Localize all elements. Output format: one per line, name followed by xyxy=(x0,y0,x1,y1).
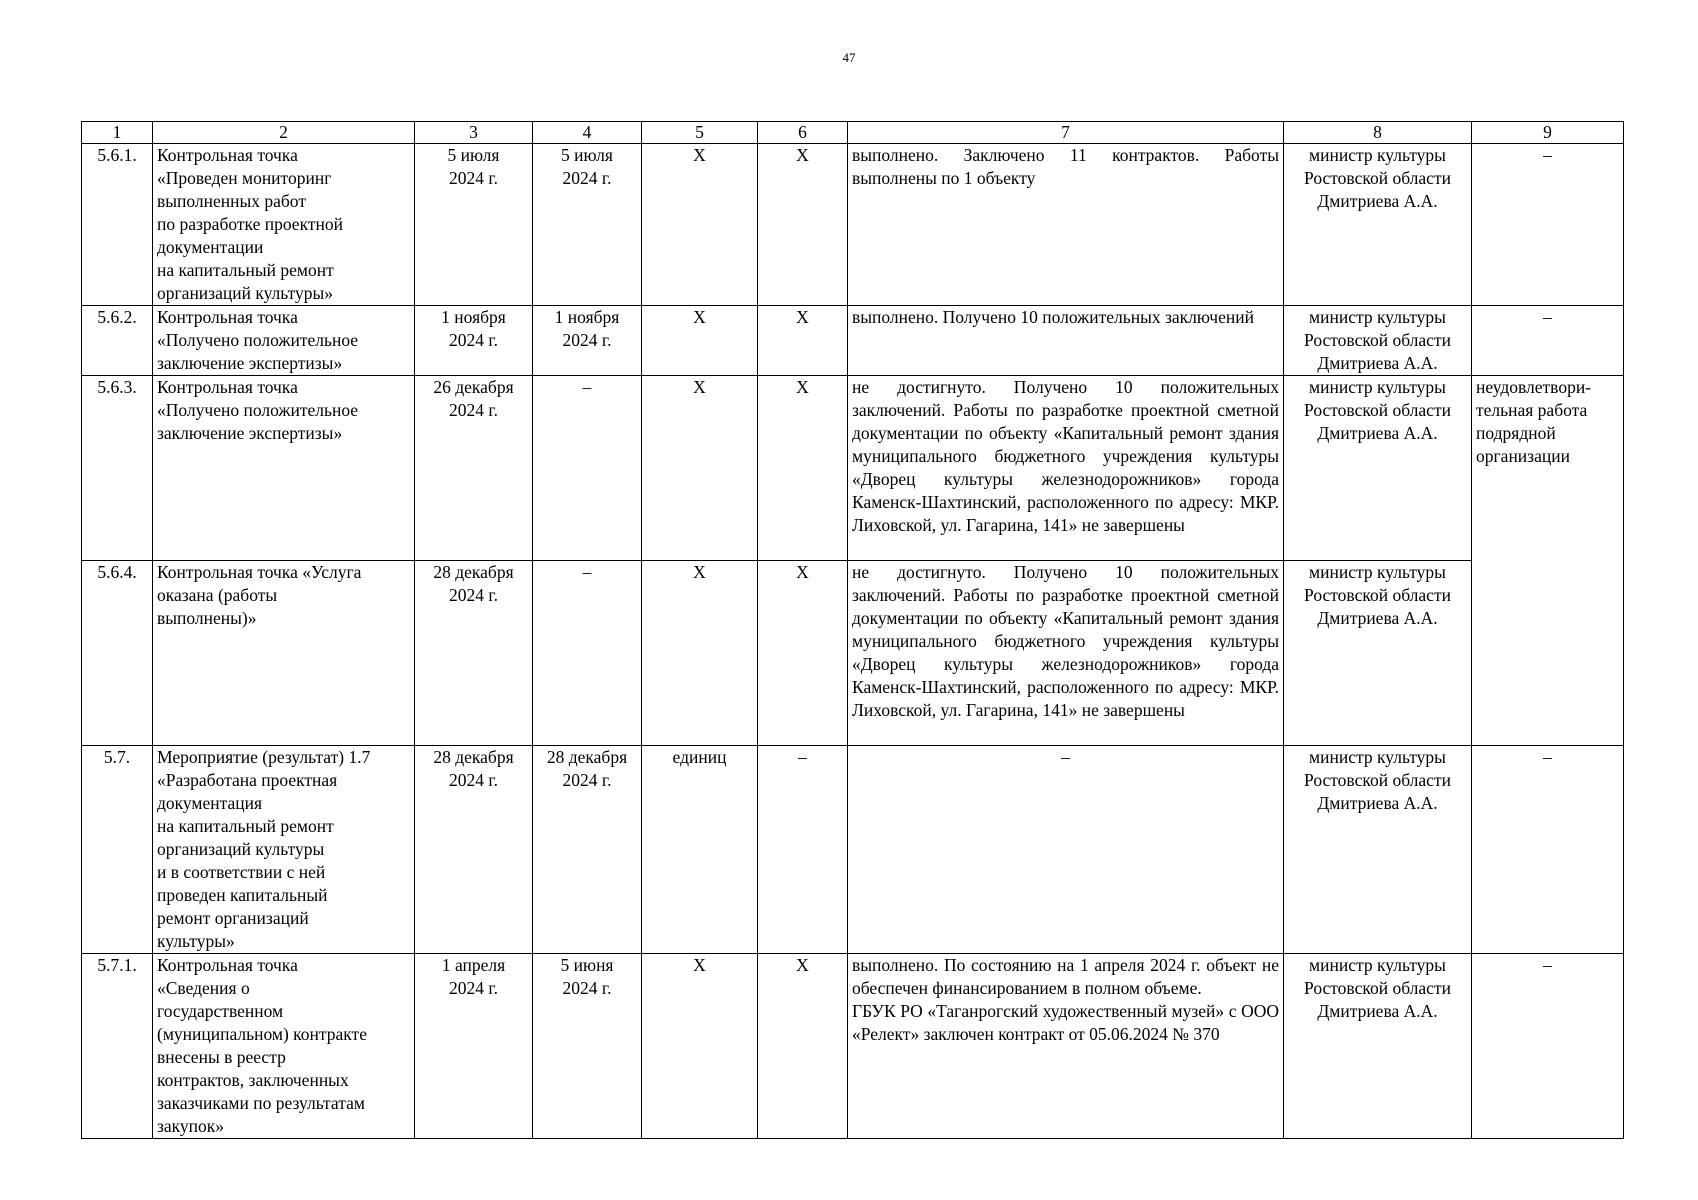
responsible-person: министр культуры Ростовской области Дмитриева А.А. xyxy=(1284,376,1472,561)
responsible-person: министр культуры Ростовской области Дмитриева А.А. xyxy=(1284,144,1472,306)
row-title: Контрольная точка «Сведения о государственном (муниципальном) контракте внесены в реестр контрактов, заключенных заказчиками по результатам закупок» xyxy=(153,954,415,1139)
table-row xyxy=(82,376,1624,561)
responsible-person: министр культуры Ростовской области Дмитриева А.А. xyxy=(1284,306,1472,376)
header-cell: 1 xyxy=(82,122,153,144)
reason-cell: – xyxy=(1472,144,1624,306)
unit-cell: X xyxy=(642,954,758,1139)
table-row xyxy=(82,144,1624,306)
reason-cell: – xyxy=(1472,306,1624,376)
status-text: не достигнуто. Получено 10 положительных заключений. Работы по разработке проектной сметной документации по объекту «Капитальный ремонт здания муниципального бюджетного учреждения культуры «Дворец культуры железнодорожников» города Каменск-Шахтинский, расположенного по адресу: МКР. Лиховской, ул. Гагарина, 141» не завершены xyxy=(848,376,1284,561)
plan-date: 28 декабря 2024 г. xyxy=(415,561,533,746)
row-title: Контрольная точка «Получено положительное заключение экспертизы» xyxy=(153,376,415,561)
fact-date: 5 июня 2024 г. xyxy=(533,954,642,1139)
row-title: Контрольная точка «Получено положительное заключение экспертизы» xyxy=(153,306,415,376)
table-row xyxy=(82,954,1624,1139)
header-cell: 4 xyxy=(533,122,642,144)
responsible-person: министр культуры Ростовской области Дмитриева А.А. xyxy=(1284,561,1472,746)
row-number: 5.6.1. xyxy=(82,144,153,306)
header-cell: 2 xyxy=(153,122,415,144)
table-row xyxy=(82,306,1624,376)
header-cell: 7 xyxy=(848,122,1284,144)
status-text xyxy=(848,954,1284,1139)
header-cell: 5 xyxy=(642,122,758,144)
value-cell: X xyxy=(758,306,848,376)
row-number: 5.7.1. xyxy=(82,954,153,1139)
reason-cell: неудовлетвори- тельная работа подрядной организации xyxy=(1472,376,1624,746)
status-text: – xyxy=(848,746,1284,954)
unit-cell: единиц xyxy=(642,746,758,954)
unit-cell: X xyxy=(642,376,758,561)
header-cell: 6 xyxy=(758,122,848,144)
value-cell: X xyxy=(758,561,848,746)
plan-date: 1 ноября 2024 г. xyxy=(415,306,533,376)
header-cell: 3 xyxy=(415,122,533,144)
unit-cell: X xyxy=(642,306,758,376)
row-number: 5.6.2. xyxy=(82,306,153,376)
reason-cell: – xyxy=(1472,954,1624,1139)
fact-date: 5 июля 2024 г. xyxy=(533,144,642,306)
responsible-person: министр культуры Ростовской области Дмитриева А.А. xyxy=(1284,954,1472,1139)
row-title: Контрольная точка «Услуга оказана (работы выполнены)» xyxy=(153,561,415,746)
responsible-person: министр культуры Ростовской области Дмитриева А.А. xyxy=(1284,746,1472,954)
row-number: 5.6.3. xyxy=(82,376,153,561)
fact-date: 28 декабря 2024 г. xyxy=(533,746,642,954)
unit-cell: X xyxy=(642,561,758,746)
header-cell: 9 xyxy=(1472,122,1624,144)
status-paragraph: ГБУК РО «Таганрогский художественный музей» с ООО «Релект» заключен контракт от 05.06.2024 № 370 xyxy=(852,1001,1279,1044)
row-number: 5.7. xyxy=(82,746,153,954)
table-row xyxy=(82,746,1624,954)
plan-date: 26 декабря 2024 г. xyxy=(415,376,533,561)
value-cell: X xyxy=(758,376,848,561)
value-cell: X xyxy=(758,144,848,306)
table-row xyxy=(82,561,1624,746)
status-paragraph: выполнено. По состоянию на 1 апреля 2024 г. объект не обеспечен финансированием в полном объеме. xyxy=(852,955,1279,998)
report-table xyxy=(81,121,1624,1139)
fact-date: – xyxy=(533,376,642,561)
row-title: Контрольная точка «Проведен мониторинг выполненных работ по разработке проектной документации на капитальный ремонт организаций культуры» xyxy=(153,144,415,306)
value-cell: X xyxy=(758,954,848,1139)
plan-date: 28 декабря 2024 г. xyxy=(415,746,533,954)
status-text: не достигнуто. Получено 10 положительных заключений. Работы по разработке проектной сметной документации по объекту «Капитальный ремонт здания муниципального бюджетного учреждения культуры «Дворец культуры железнодорожников» города Каменск-Шахтинский, расположенного по адресу: МКР. Лиховской, ул. Гагарина, 141» не завершены xyxy=(848,561,1284,746)
status-text: выполнено. Заключено 11 контрактов. Работы выполнены по 1 объекту xyxy=(848,144,1284,306)
plan-date: 5 июля 2024 г. xyxy=(415,144,533,306)
row-title: Мероприятие (результат) 1.7 «Разработана проектная документация на капитальный ремонт организаций культуры и в соответствии с ней проведен капитальный ремонт организаций культуры» xyxy=(153,746,415,954)
reason-cell: – xyxy=(1472,746,1624,954)
fact-date: 1 ноября 2024 г. xyxy=(533,306,642,376)
fact-date: – xyxy=(533,561,642,746)
row-number: 5.6.4. xyxy=(82,561,153,746)
header-cell: 8 xyxy=(1284,122,1472,144)
table-header-row xyxy=(82,122,1624,144)
value-cell: – xyxy=(758,746,848,954)
status-text: выполнено. Получено 10 положительных заключений xyxy=(848,306,1284,376)
page-number: 47 xyxy=(842,50,856,65)
plan-date: 1 апреля 2024 г. xyxy=(415,954,533,1139)
unit-cell: X xyxy=(642,144,758,306)
